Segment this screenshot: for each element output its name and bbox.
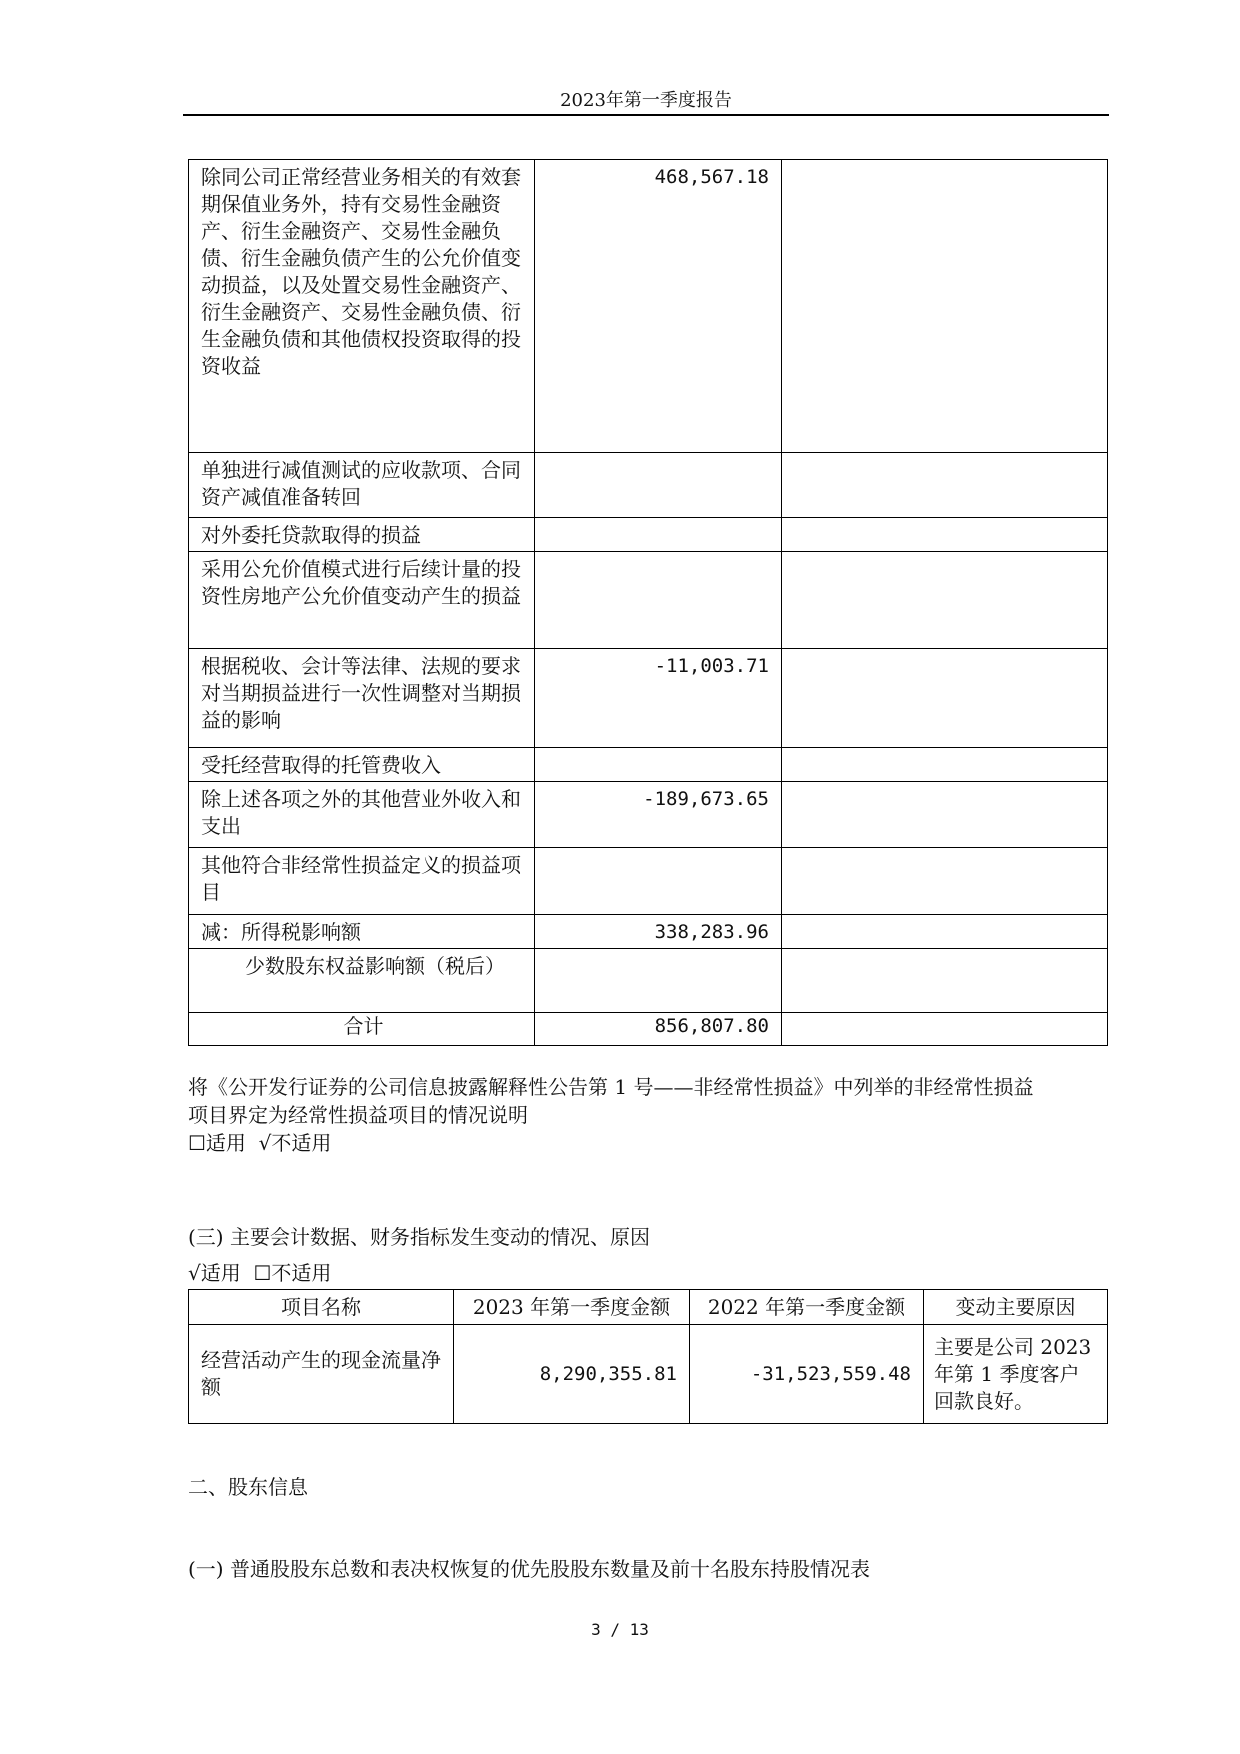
table-row — [189, 782, 1108, 848]
section-two-title: 二、股东信息 — [188, 1475, 308, 1499]
non-recurring-gains-table — [188, 159, 1108, 1046]
amount-2023: 8,290,355.81 — [454, 1325, 690, 1424]
page-number: 3 / 13 — [591, 1620, 649, 1639]
row-label: 减：所得税影响额 — [189, 915, 535, 949]
row-value — [535, 848, 782, 915]
subsection-title: (一) 普通股股东总数和表决权恢复的优先股股东数量及前十名股东持股情况表 — [188, 1557, 870, 1581]
row-label: 除同公司正常经营业务相关的有效套期保值业务外，持有交易性金融资产、衍生金融资产、交易性金融负债、衍生金融负债产生的公允价值变动损益，以及处置交易性金融资产、衍生金融资产、交易性金融负债、衍生金融负债和其他债权投资取得的投资收益 — [189, 160, 535, 453]
row-note — [782, 453, 1108, 518]
page-header: 2023年第一季度报告 — [183, 88, 1109, 116]
row-label: 合计 — [189, 1013, 535, 1046]
row-label: 少数股东权益影响额（税后） — [189, 949, 535, 1013]
column-header: 2023 年第一季度金额 — [454, 1290, 690, 1325]
row-note — [782, 848, 1108, 915]
explanation-line-2: 项目界定为经常性损益项目的情况说明 — [188, 1103, 528, 1127]
table-row — [189, 1325, 1108, 1424]
column-header: 2022 年第一季度金额 — [690, 1290, 924, 1325]
row-note — [782, 160, 1108, 453]
row-note — [782, 518, 1108, 552]
row-value: -11,003.71 — [535, 649, 782, 748]
row-note — [782, 782, 1108, 848]
table-row — [189, 160, 1108, 453]
row-label: 对外委托贷款取得的损益 — [189, 518, 535, 552]
row-note — [782, 748, 1108, 782]
table-row — [189, 949, 1108, 1013]
row-value: 856,807.80 — [535, 1013, 782, 1046]
row-label: 采用公允价值模式进行后续计量的投资性房地产公允价值变动产生的损益 — [189, 552, 535, 649]
change-reason: 主要是公司 2023 年第 1 季度客户回款良好。 — [924, 1325, 1108, 1424]
table-row — [189, 748, 1108, 782]
item-name: 经营活动产生的现金流量净额 — [189, 1325, 454, 1424]
table-row — [189, 453, 1108, 518]
table-row — [189, 552, 1108, 649]
row-value — [535, 453, 782, 518]
row-value — [535, 748, 782, 782]
column-header: 项目名称 — [189, 1290, 454, 1325]
row-note — [782, 649, 1108, 748]
row-note — [782, 552, 1108, 649]
table-row — [189, 915, 1108, 949]
row-value: 338,283.96 — [535, 915, 782, 949]
table-row — [189, 518, 1108, 552]
row-value — [535, 552, 782, 649]
row-label: 根据税收、会计等法律、法规的要求对当期损益进行一次性调整对当期损益的影响 — [189, 649, 535, 748]
table-row-total — [189, 1013, 1108, 1046]
section-three-options: √适用 ☐不适用 — [188, 1261, 332, 1285]
row-note — [782, 1013, 1108, 1046]
change-reasons-table — [188, 1289, 1108, 1424]
row-label: 受托经营取得的托管费收入 — [189, 748, 535, 782]
table-header-row — [189, 1290, 1108, 1325]
row-label: 其他符合非经常性损益定义的损益项目 — [189, 848, 535, 915]
row-note — [782, 949, 1108, 1013]
explanation-paragraph — [188, 1073, 1118, 1157]
explanation-line-1: 将《公开发行证券的公司信息披露解释性公告第 1 号——非经常性损益》中列举的非经常性损益 — [188, 1075, 1034, 1099]
row-label: 单独进行减值测试的应收款项、合同资产减值准备转回 — [189, 453, 535, 518]
column-header: 变动主要原因 — [924, 1290, 1108, 1325]
table-row — [189, 649, 1108, 748]
amount-2022: -31,523,559.48 — [690, 1325, 924, 1424]
row-value — [535, 949, 782, 1013]
row-label: 除上述各项之外的其他营业外收入和支出 — [189, 782, 535, 848]
row-value: 468,567.18 — [535, 160, 782, 453]
table-row — [189, 848, 1108, 915]
row-value — [535, 518, 782, 552]
row-note — [782, 915, 1108, 949]
row-value: -189,673.65 — [535, 782, 782, 848]
applicability-options: ☐适用 √不适用 — [188, 1131, 332, 1155]
section-three-title: (三) 主要会计数据、财务指标发生变动的情况、原因 — [188, 1225, 650, 1249]
